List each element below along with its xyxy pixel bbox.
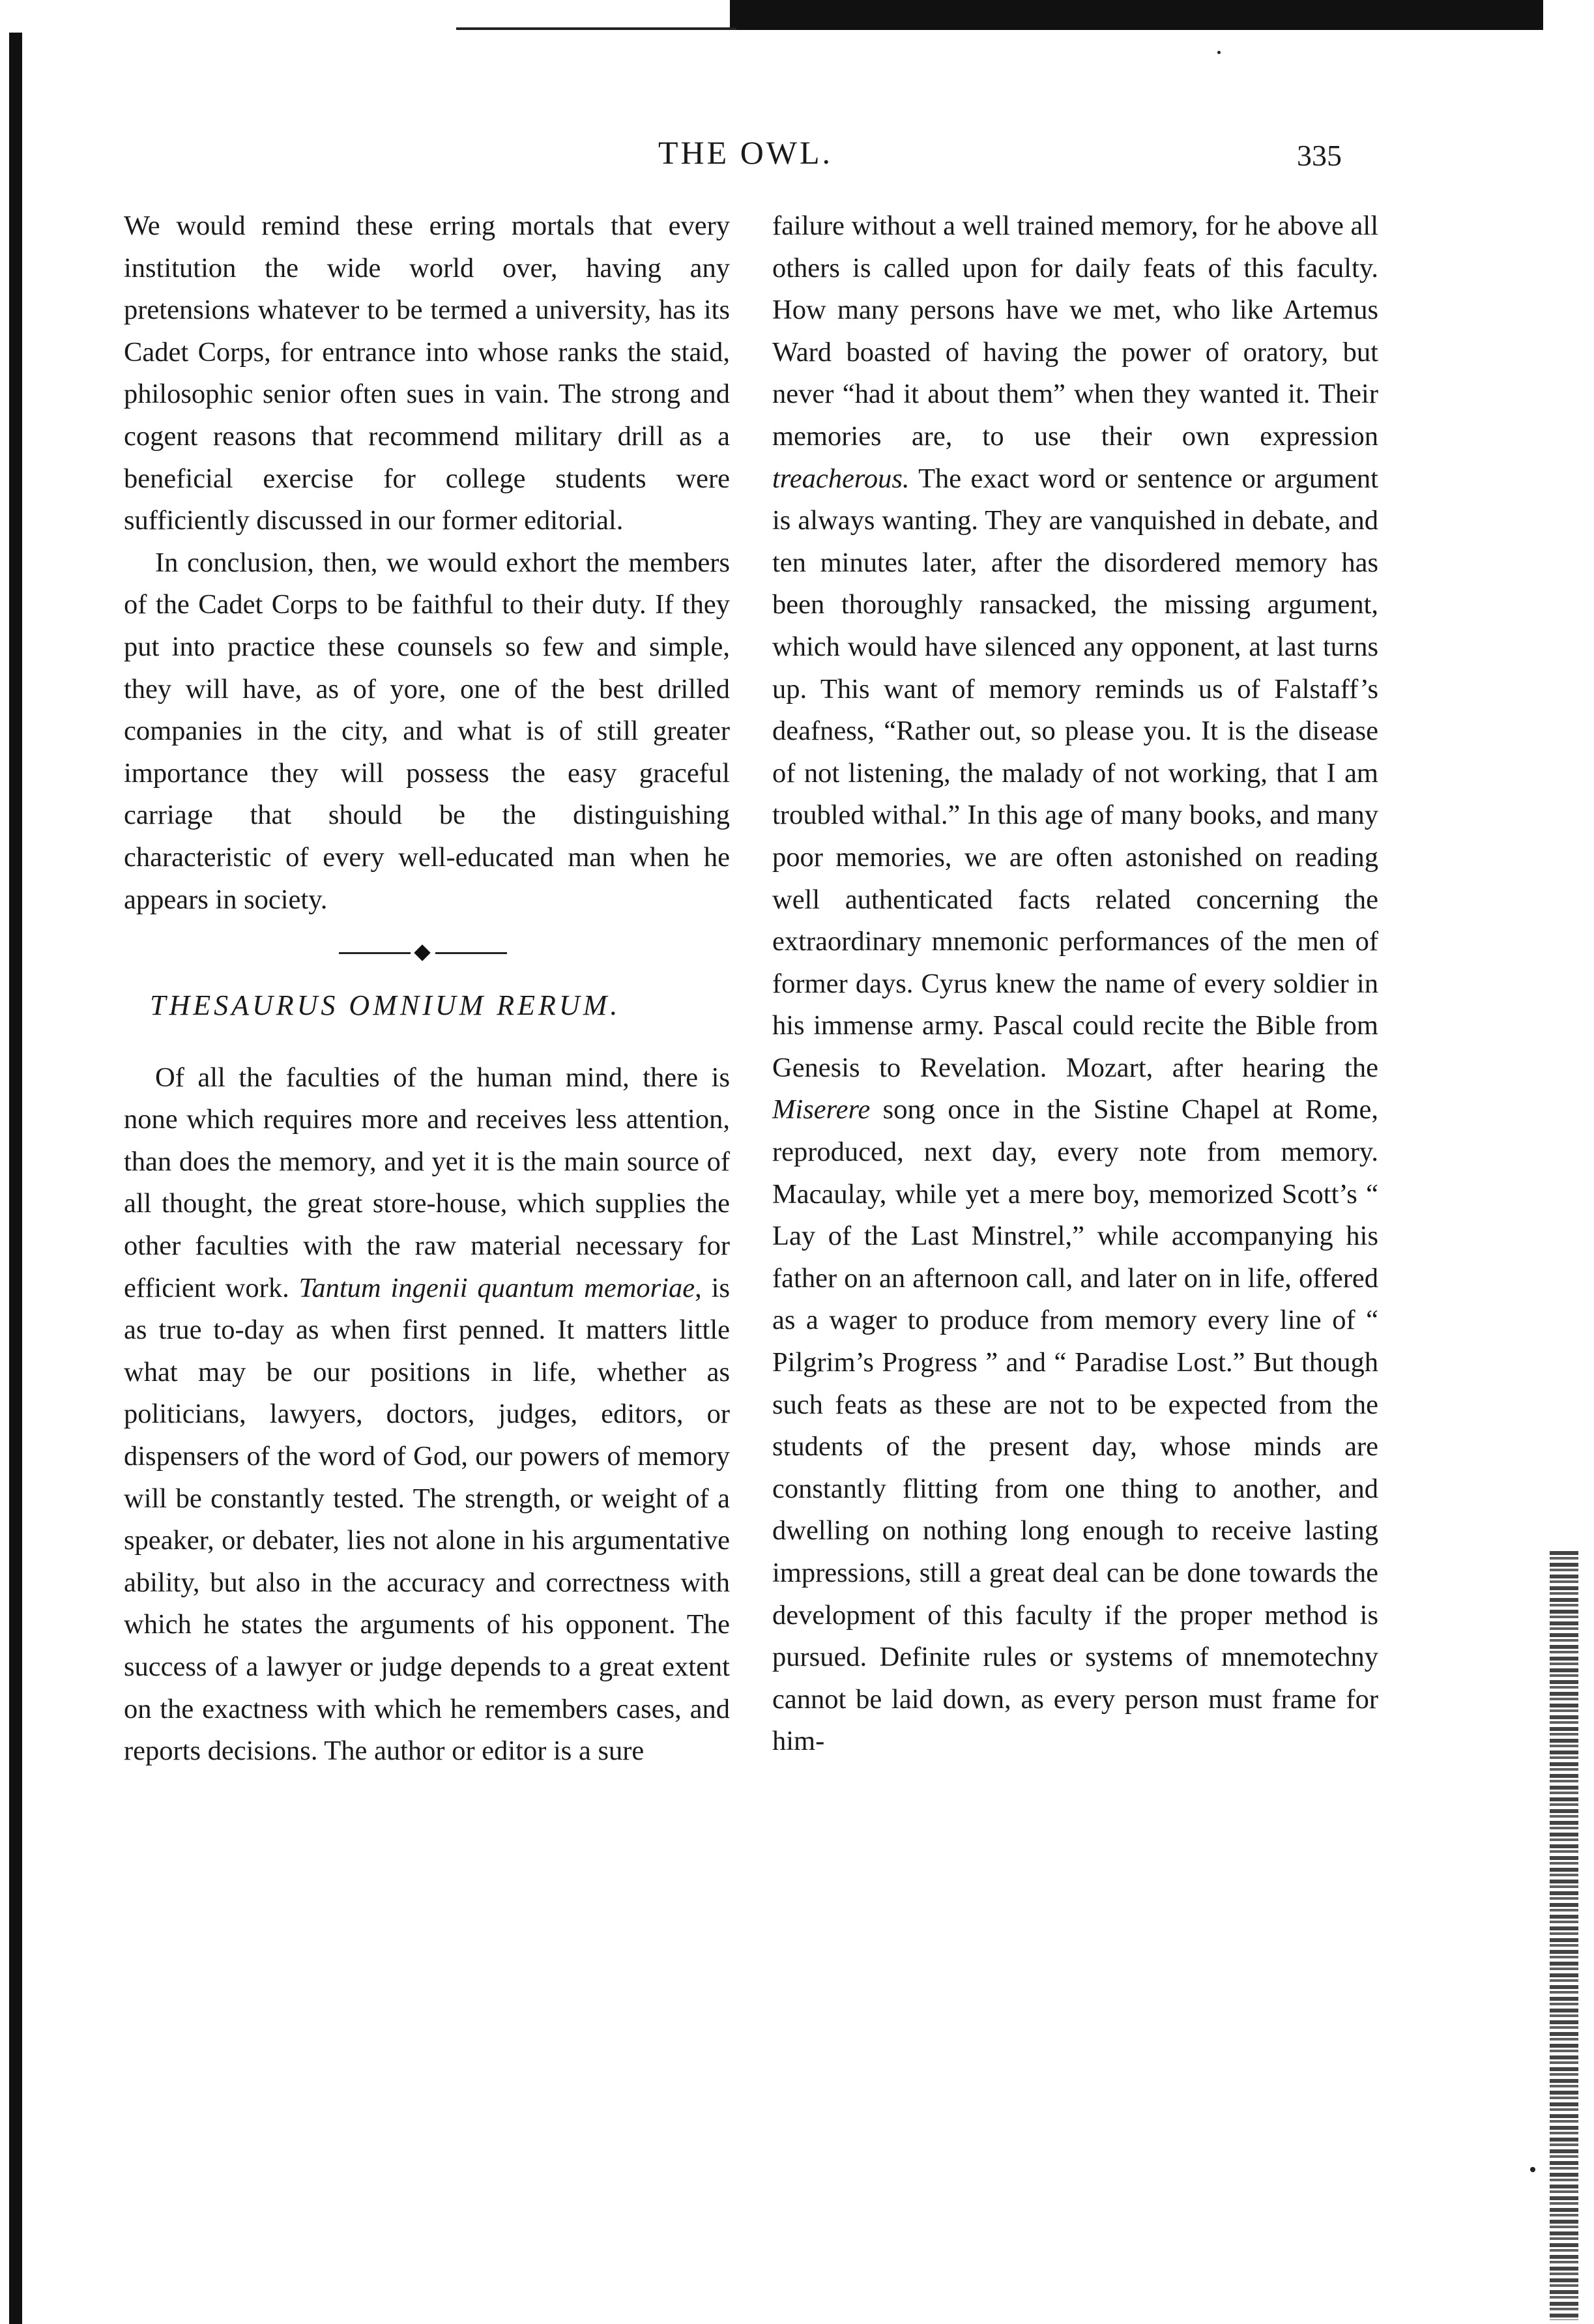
paragraph-text: song once in the Sistine Chapel at Rome, reproduced, next day, every note from memory. Macaulay, while yet a mere boy, memorized Scott’s “ Lay of the Last Minstrel,” while accompanying his father on an afternoon call, and later on in life, offered as a wager to produce from memory every line of “ Pilgrim’s Progress ” and “ Paradise Lost.” But though such feats as these are not to be expected from the students of the present day, whose minds are constantly flitting from one thing to another, and dwelling on nothing long enough to receive lasting impressions, still a great deal can be done towards the development of this faculty if the proper method is pursued. Definite rules or systems of mnemotechny cannot be laid down, as every person must frame for him- (772, 1094, 1378, 1757)
paragraph (772, 205, 1378, 1763)
page-number: 335 (1297, 139, 1342, 172)
section-title: THESAURUS OMNIUM RERUM. (150, 989, 621, 1022)
scan-left-edge (9, 33, 22, 2324)
scan-right-edge (1550, 1551, 1578, 2320)
italic-word: Miserere (772, 1094, 871, 1126)
latin-quotation: Tantum ingenii quantum memoriae (298, 1272, 695, 1303)
italic-word: treacherous. (772, 463, 910, 494)
paragraph (124, 1057, 730, 1773)
section-ornament (124, 943, 730, 963)
scan-top-rule-thin (456, 27, 736, 30)
paragraph-text: Of all the faculties of the human mind, there is none which requires more and receives less attention, than does the memory, and yet it is the main source of all thought, the great store-house, which supplies the other faculties with the raw material necessary for efficient work. (124, 1062, 730, 1303)
running-head: THE OWL. (658, 134, 833, 171)
scan-speck (1530, 2167, 1535, 2172)
paragraph: In conclusion, then, we would exhort the members of the Cadet Corps to be faithful to their duty. If they put into practice these counsels so few and simple, they will have, as of yore, one of the best drilled companies in the city, and what is of still greater importance they will possess the easy graceful carriage that should be the distinguishing characteristic of every well-educated man when he appears in society. (124, 547, 730, 915)
left-column (124, 205, 730, 1773)
ornament-diamond-icon (414, 944, 430, 961)
paragraph: We would remind these erring mortals that every institution the wide world over, having any pretensions whatever to be termed a university, has its Cadet Corps, for entrance into whose ranks the staid, philosophic senior often sues in vain. The strong and cogent reasons that recommend military drill as a beneficial exercise for college students were sufficiently discussed in our former editorial. (124, 211, 730, 536)
ornament-rule (339, 952, 411, 954)
scan-top-rule (730, 0, 1543, 30)
paragraph-text: failure without a well trained memory, for he above all others is called upon for daily feats of this faculty. How many persons have we met, who like Artemus Ward boasted of having the power of oratory, but never “had it about them” when they wanted it. Their memories are, to use their own expression (772, 211, 1378, 452)
right-column (772, 205, 1378, 1763)
scan-speck (1217, 51, 1221, 54)
paragraph-text: The exact word or sentence or argument is always wanting. They are vanquished in debate, and ten minutes later, after the disordered memory has been thoroughly ransacked, the missing argument, which would have silenced any opponent, at last turns up. This want of memory reminds us of Falstaff’s deafness, “Rather out, so please you. It is the disease of not listening, the malady of not working, that I am troubled withal.” In this age of many books, and many poor memories, we are often astonished on reading well authenticated facts related concerning the extraordinary mnemonic performances of the men of former days. Cyrus knew the name of every soldier in his immense army. Pascal could recite the Bible from Genesis to Revelation. Mozart, after hearing the (772, 463, 1378, 1083)
paragraph-text: , is as true to-day as when first penned. It matters little what may be our positions in life, whether as politicians, lawyers, doctors, judges, editors, or dispensers of the word of God, our powers of memory will be constantly tested. The strength, or weight of a speaker, or debater, lies not alone in his argumentative ability, but also in the accuracy and correctness with which he states the arguments of his opponent. The success of a lawyer or judge depends to a great extent on the exactness with which he remembers cases, and reports decisions. The author or editor is a sure (124, 1272, 730, 1767)
ornament-rule (435, 952, 507, 954)
